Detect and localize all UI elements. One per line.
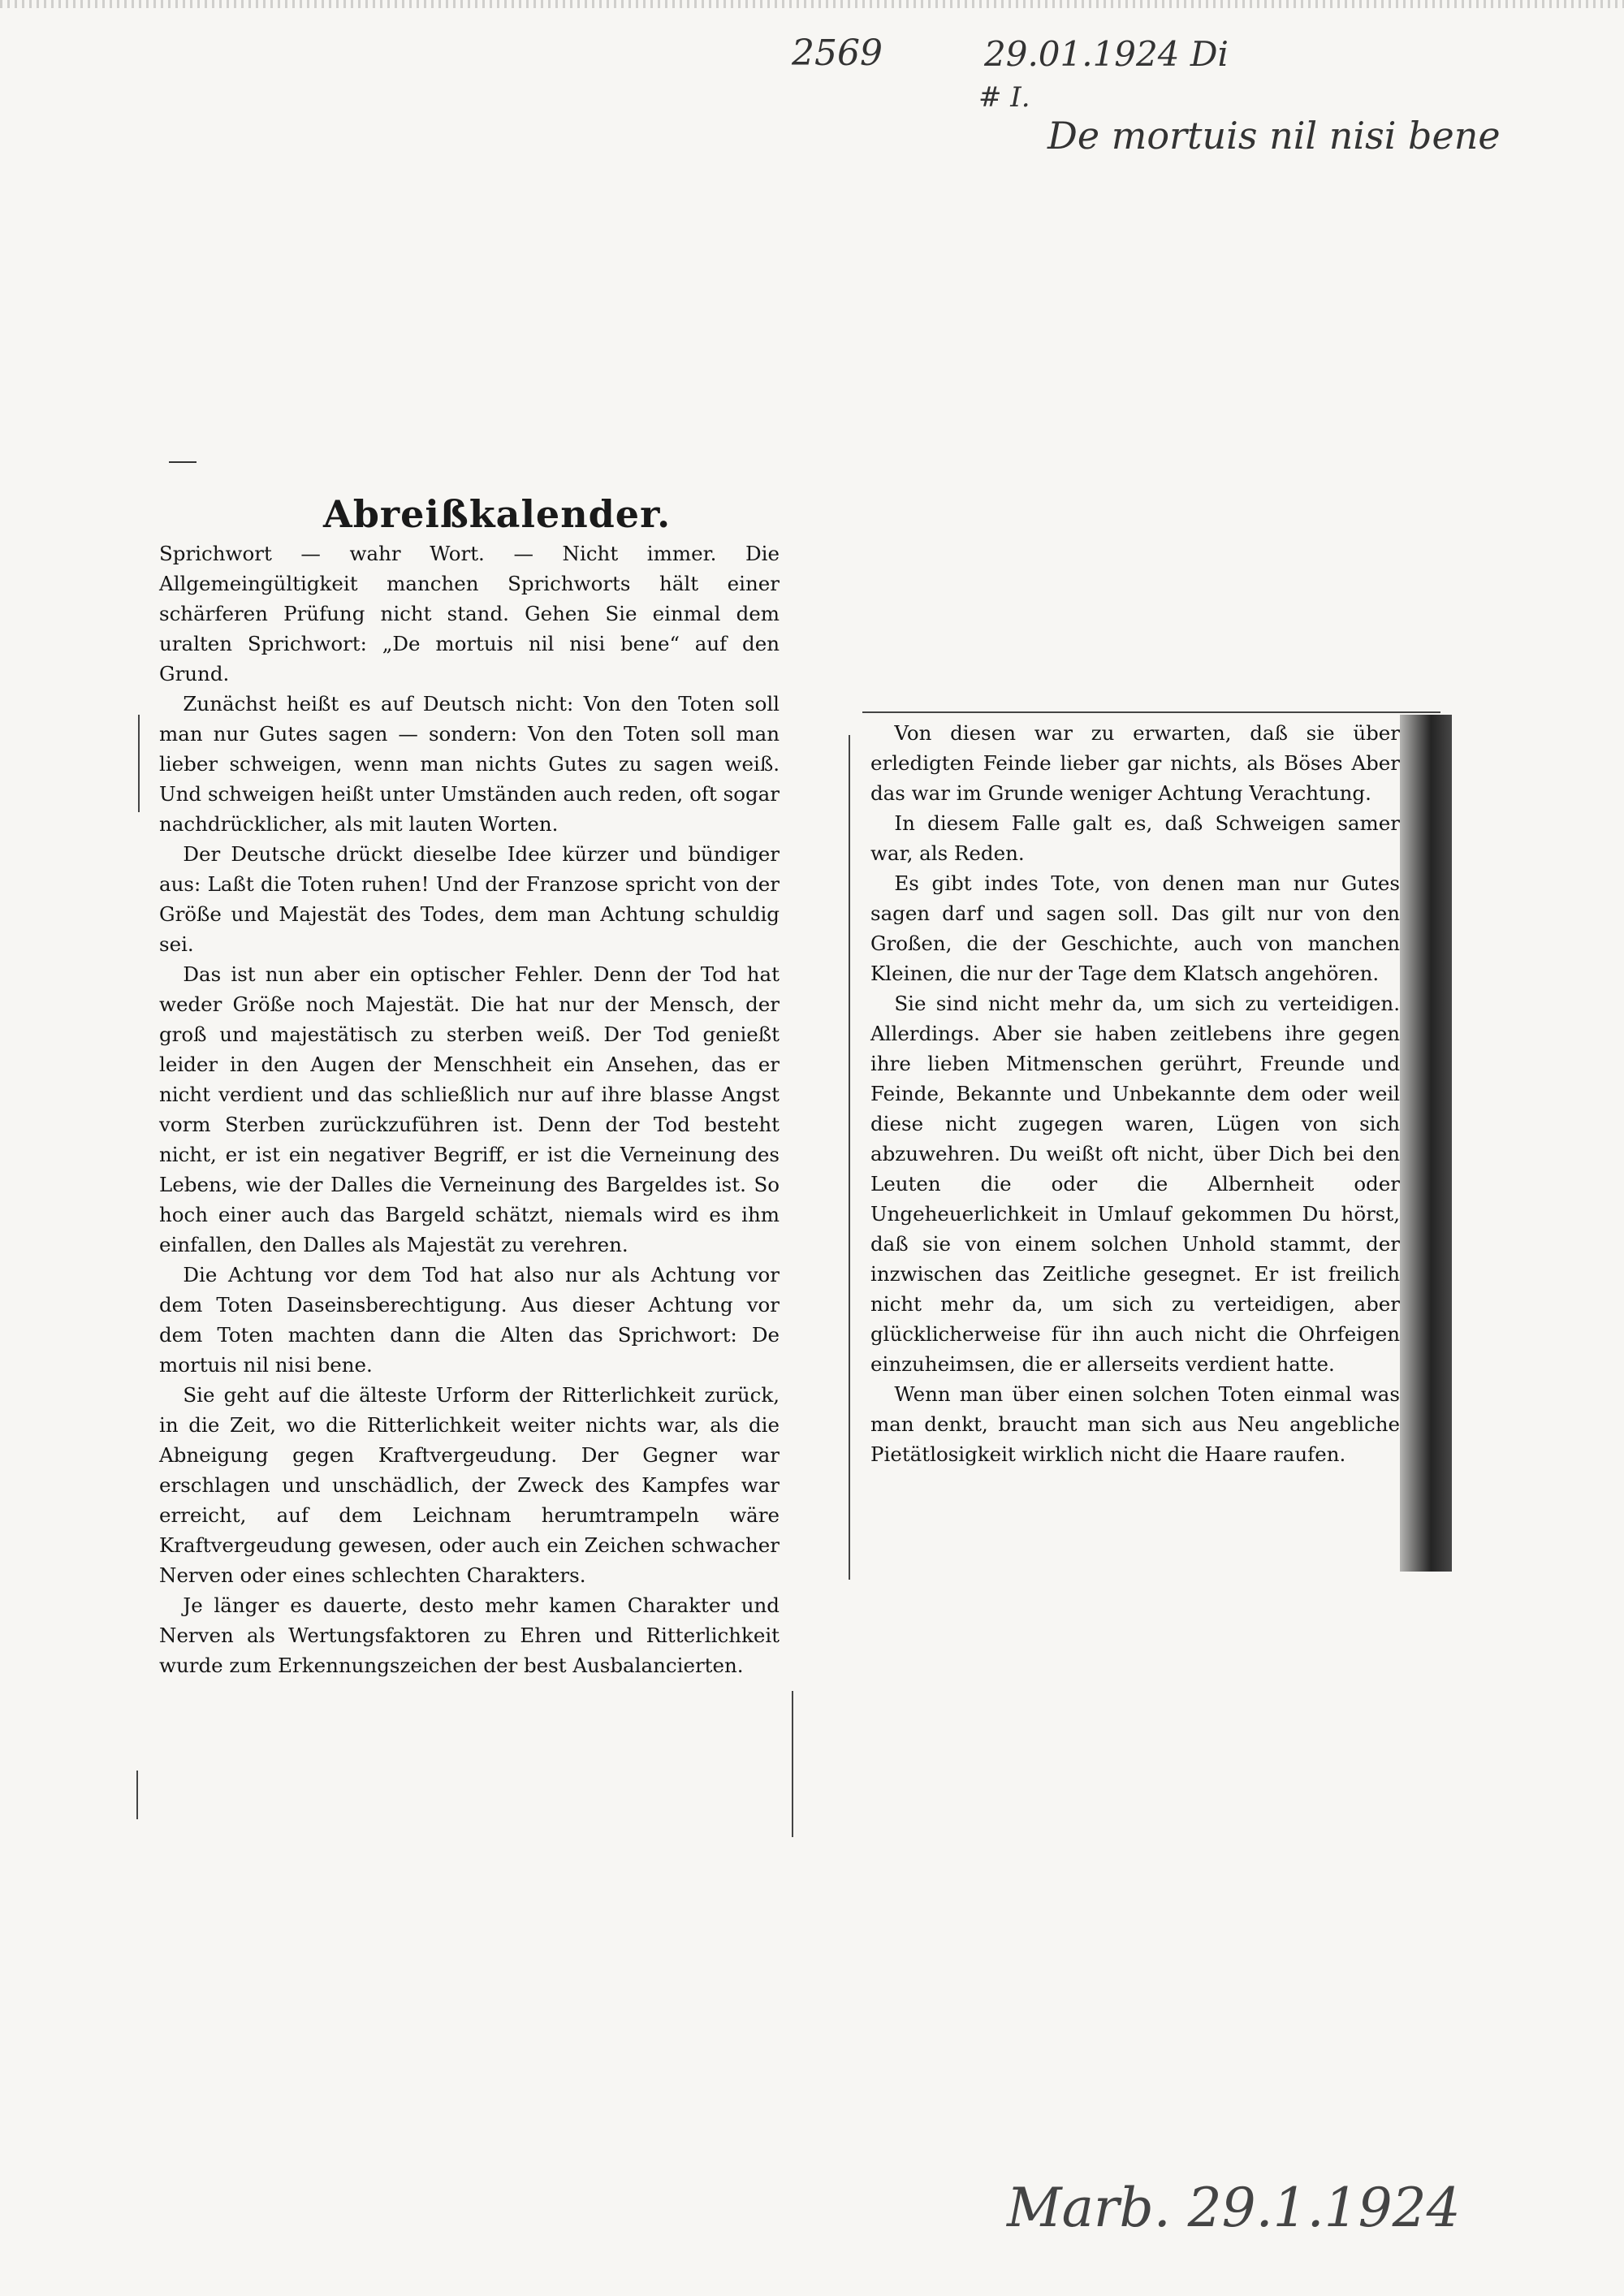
archive-date-annotation: 29.01.1924 Di	[984, 34, 1229, 74]
source-note-annotation: Marb. 29.1.1924	[1007, 2177, 1461, 2239]
archive-marker-annotation: # I.	[978, 81, 1030, 114]
section-dash	[169, 461, 197, 463]
paragraph: Es gibt indes Tote, von denen man nur Gutes sagen darf und sagen soll. Das gilt nur von den Großen, die der Geschichte, auch von manchen Kleinen, die nur der Tage dem Klatsch angehören.	[870, 871, 1400, 985]
paragraph: Von diesen war zu erwarten, daß sie über erledigten Feinde lieber gar nichts, als Böses Aber das war im Grunde weniger Achtung Verachtung.	[870, 721, 1400, 805]
clipping-frame-line	[138, 715, 140, 812]
paragraph: Sie geht auf die älteste Urform der Ritterlichkeit zurück, in die Zeit, wo die Ritterlichkeit weiter nichts war, als die Abneigung gegen Kraftvergeudung. Der Gegner war erschlagen und unschädlich, der Zweck des Kampfes war erreicht, auf dem Leichnam herumtrampeln wäre Kraftvergeudung gewesen, oder auch ein Zeichen schwacher Nerven oder eines schlechten Charakters.	[159, 1383, 780, 1587]
paragraph: Sie sind nicht mehr da, um sich zu verteidigen. Allerdings. Aber sie haben zeitlebens ihre gegen ihre lieben Mitmenschen gerührt, Freunde und Feinde, Bekannte und Unbekannte dem oder weil diese nicht zugegen waren, Lügen von sich abzuwehren. Du weißt oft nicht, über Dich bei den Leuten die oder die Albernheit oder Ungeheuerlichkeit in Umlauf gekommen Du hörst, daß sie von einem solchen Unhold stammt, der inzwischen das Zeitliche gesegnet. Er ist freilich nicht mehr da, um sich zu verteidigen, aber glücklicherweise für ihn auch nicht die Ohrfeigen einzuheimsen, die er allerseits verdient hatte.	[870, 992, 1400, 1376]
paragraph: Zunächst heißt es auf Deutsch nicht: Von den Toten soll man nur Gutes sagen — sondern: Von den Toten soll man lieber schweigen, wenn man nichts Gutes zu sagen weiß. Und schweigen heißt unter Umständen auch reden, oft sogar nachdrücklicher, als mit lauten Worten.	[159, 692, 780, 836]
clipping-frame-line	[792, 1691, 793, 1837]
clipping-frame-line	[136, 1771, 138, 1819]
paragraph: Wenn man über einen solchen Toten einmal was man denkt, braucht man sich aus Neu angebliche Pietätlosigkeit wirklich nicht die Haare raufen.	[870, 1382, 1400, 1466]
clipping-frame-top	[862, 711, 1440, 713]
paragraph: Das ist nun aber ein optischer Fehler. Denn der Tod hat weder Größe noch Majestät. Die hat nur der Mensch, der groß und majestätisch zu sterben weiß. Der Tod genießt leider in den Augen der Menschheit ein Ansehen, das er nicht verdient und das schließlich nur auf ihre blasse Angst vorm Sterben zurückzuführen ist. Denn der Tod besteht nicht, er ist ein negativer Begriff, er ist die Verneinung des Lebens, wie der Dalles die Verneinung des Bargeldes ist. So hoch einer auch das Bargeld schätzt, niemals wird es ihm einfallen, den Dalles als Majestät zu verehren.	[159, 962, 780, 1256]
paragraph: Sprichwort — wahr Wort. — Nicht immer. Die Allgemeingültigkeit manchen Sprichworts hält einer schärferen Prüfung nicht stand. Gehen Sie einmal dem uralten Sprichwort: „De mortuis nil nisi bene“ auf den Grund.	[159, 542, 780, 685]
article-right-column	[870, 718, 1400, 1469]
article-headline: Abreißkalender.	[323, 492, 672, 536]
paragraph: Je länger es dauerte, desto mehr kamen Charakter und Nerven als Wertungsfaktoren zu Ehren und Ritterlichkeit wurde zum Erkennungszeichen der best Ausbalancierten.	[159, 1593, 780, 1677]
archive-number-annotation: 2569	[792, 32, 883, 74]
paragraph: In diesem Falle galt es, daß Schweigen samer war, als Reden.	[870, 811, 1400, 865]
paragraph: Die Achtung vor dem Tod hat also nur als Achtung vor dem Toten Daseinsberechtigung. Aus dieser Achtung vor dem Toten machten dann die Alten das Sprichwort: De mortuis nil nisi bene.	[159, 1263, 780, 1377]
clipping-frame-line	[849, 735, 850, 1580]
scan-shadow-edge	[1400, 715, 1452, 1572]
scan-edge-noise	[0, 0, 1624, 8]
article-left-column	[159, 538, 780, 1680]
paragraph: Der Deutsche drückt dieselbe Idee kürzer und bündiger aus: Laßt die Toten ruhen! Und der Franzose spricht von der Größe und Majestät des Todes, dem man Achtung schuldig sei.	[159, 842, 780, 956]
archive-title-annotation: De mortuis nil nisi bene	[1047, 114, 1501, 158]
